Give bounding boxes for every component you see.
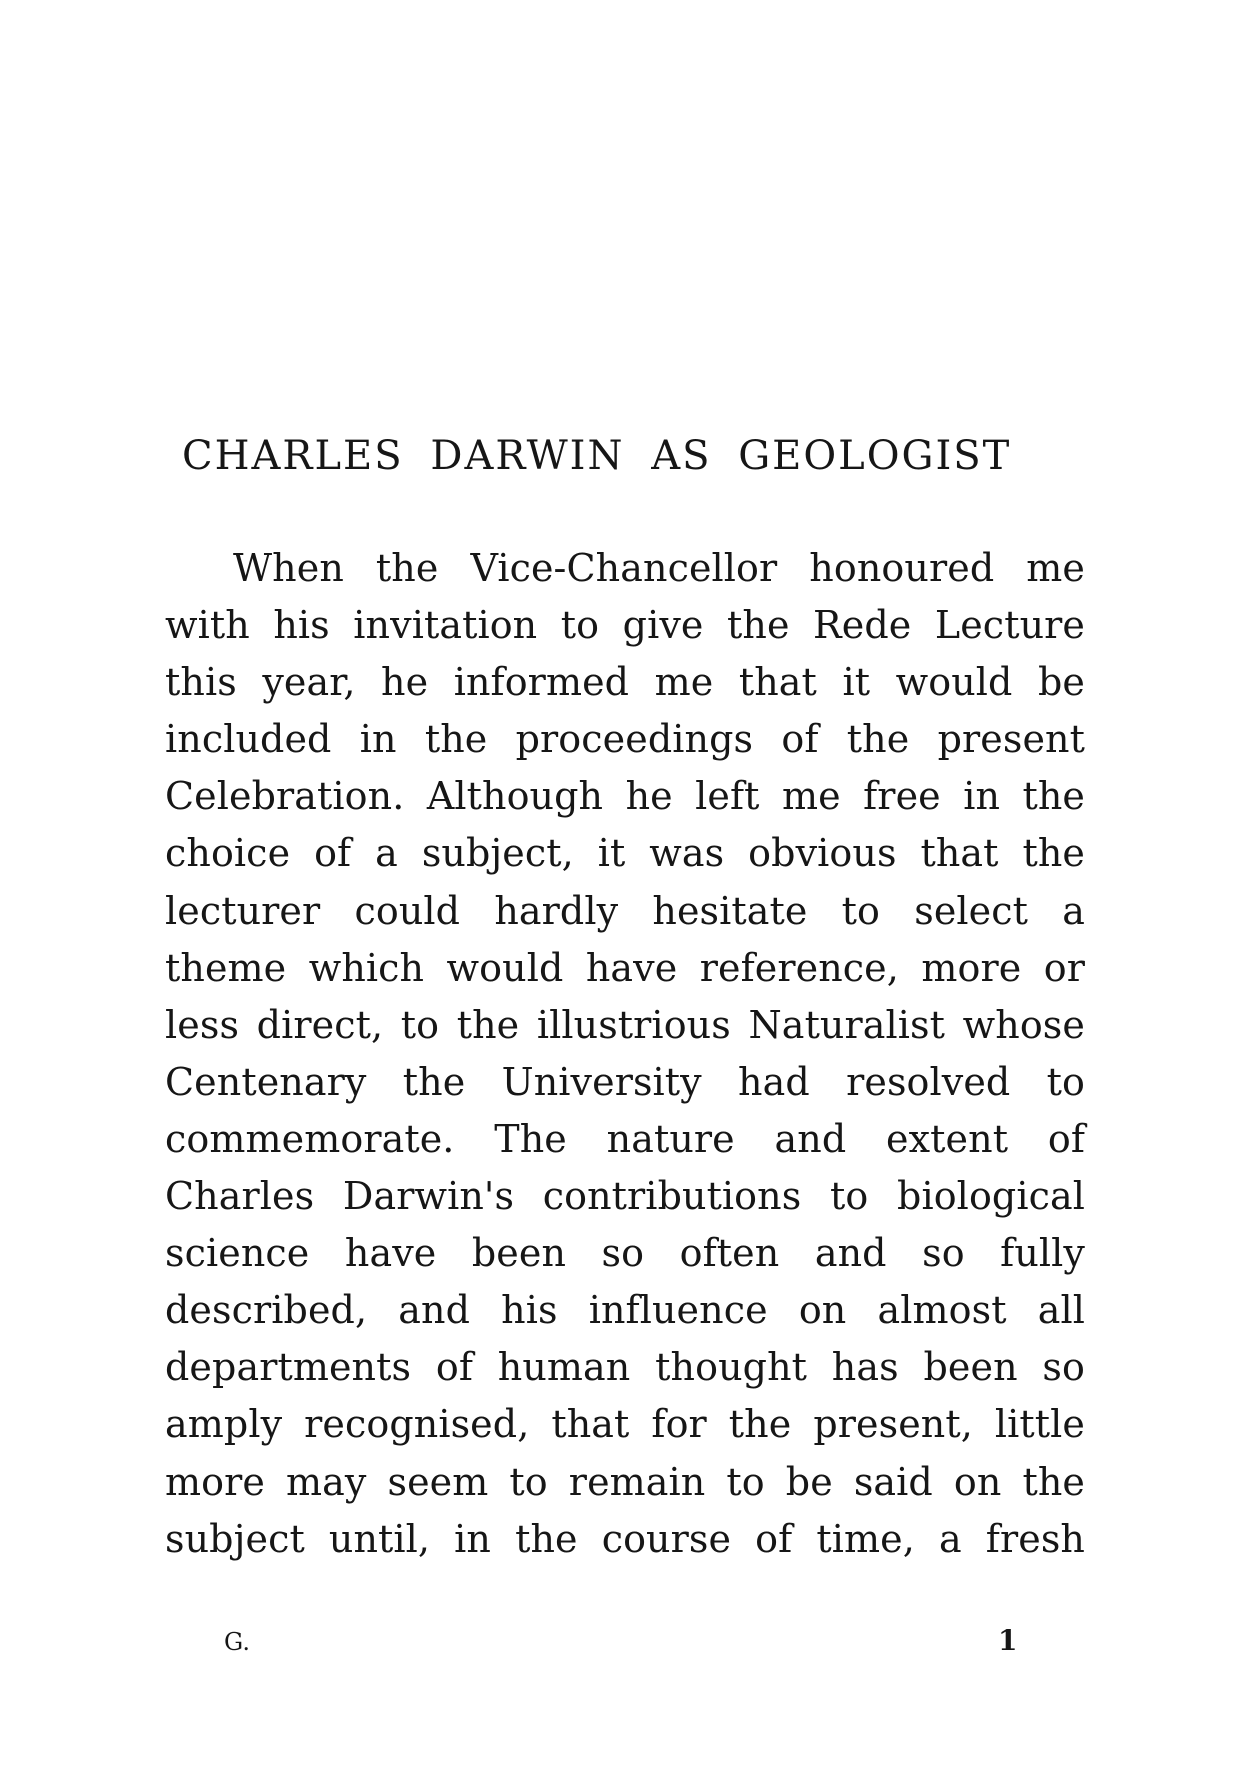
text-line: Centenary the University had resolved to <box>165 1059 1085 1104</box>
text-line: more may seem to remain to be said on the <box>165 1459 1085 1504</box>
text-line: choice of a subject, it was obvious that the <box>165 831 1085 876</box>
text-line: commemorate. The nature and extent of <box>165 1116 1085 1161</box>
text-line: When the Vice-Chancellor honoured me <box>233 546 1085 590</box>
text-line: departments of human thought has been so <box>165 1345 1085 1390</box>
body-paragraph <box>165 540 1085 1568</box>
text-line: with his invitation to give the Rede Lecture <box>165 603 1085 648</box>
page-number: 1 <box>998 1624 1018 1657</box>
text-line: subject until, in the course of time, a fresh <box>165 1516 1085 1561</box>
text-line: described, and his influence on almost all <box>165 1288 1085 1333</box>
text-line: this year, he informed me that it would be <box>165 660 1085 705</box>
signature-mark: G. <box>224 1628 250 1656</box>
text-line: theme which would have reference, more or <box>165 945 1085 990</box>
text-line: amply recognised, that for the present, little <box>165 1402 1085 1447</box>
text-line: less direct, to the illustrious Naturalist whose <box>165 1002 1085 1047</box>
chapter-title: CHARLES DARWIN AS GEOLOGIST <box>182 433 1012 479</box>
text-line: Charles Darwin's contributions to biological <box>165 1174 1085 1219</box>
text-line: included in the proceedings of the present <box>165 717 1085 762</box>
text-line: Celebration. Although he left me free in the <box>165 774 1085 819</box>
text-line: lecturer could hardly hesitate to select a <box>165 888 1085 933</box>
text-line: science have been so often and so fully <box>165 1231 1085 1276</box>
